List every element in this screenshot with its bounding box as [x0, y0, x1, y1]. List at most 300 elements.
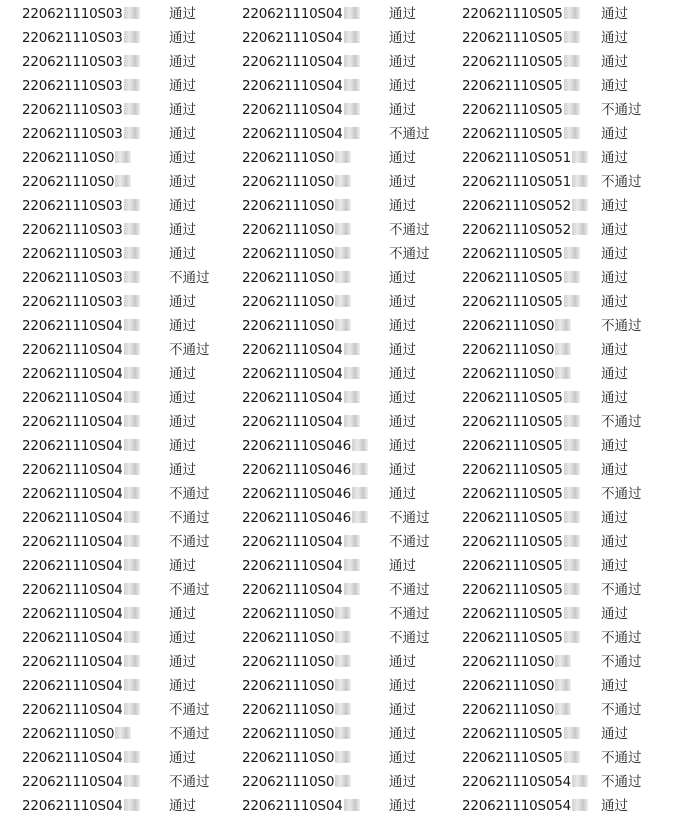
status-text: 通过 [601, 342, 628, 358]
sample-id [462, 26, 580, 50]
status-text: 通过 [601, 438, 628, 454]
sample-id-text: 220621110S0 [462, 318, 555, 334]
redaction-blur [572, 223, 588, 235]
status-text: 通过 [601, 198, 628, 214]
sample-id-text: 220621110S0 [242, 246, 335, 262]
redaction-blur [564, 79, 580, 91]
sample-id-text: 220621110S04 [242, 366, 343, 382]
redaction-blur [335, 247, 351, 259]
status-text: 通过 [601, 510, 628, 526]
redaction-blur [335, 679, 351, 691]
status-text: 通过 [169, 174, 196, 190]
sample-id [462, 650, 571, 674]
sample-id [462, 746, 580, 770]
sample-id-text: 220621110S03 [22, 246, 123, 262]
sample-id [242, 266, 351, 290]
redaction-blur [564, 511, 580, 523]
sample-id-text: 220621110S0 [242, 222, 335, 238]
status-text: 不通过 [601, 486, 642, 502]
status-text: 通过 [389, 462, 416, 478]
sample-id-text: 220621110S05 [462, 54, 563, 70]
sample-id-text: 220621110S051 [462, 150, 572, 166]
status-text: 不通过 [169, 270, 210, 286]
sample-id [22, 578, 140, 602]
status-text: 通过 [389, 342, 416, 358]
status-text: 不通过 [601, 750, 642, 766]
status-text: 不通过 [601, 102, 642, 118]
sample-id-text: 220621110S04 [22, 414, 123, 430]
sample-id [22, 26, 140, 50]
redaction-blur [344, 55, 360, 67]
table-row [0, 458, 700, 482]
table-row [0, 434, 700, 458]
status-text: 通过 [169, 246, 196, 262]
sample-id-text: 220621110S05 [462, 126, 563, 142]
status-text: 通过 [601, 726, 628, 742]
status-text: 通过 [169, 150, 196, 166]
sample-id [242, 338, 360, 362]
sample-id [22, 290, 140, 314]
sample-id [22, 170, 131, 194]
sample-id [462, 722, 580, 746]
status-text: 通过 [169, 462, 196, 478]
redaction-blur [564, 607, 580, 619]
redaction-blur [555, 367, 571, 379]
redaction-blur [124, 463, 140, 475]
sample-id-text: 220621110S03 [22, 102, 123, 118]
sample-id [242, 506, 368, 530]
sample-id-text: 220621110S04 [22, 678, 123, 694]
redaction-blur [564, 31, 580, 43]
status-text: 通过 [601, 6, 628, 22]
sample-id [22, 362, 140, 386]
sample-id-text: 220621110S04 [242, 798, 343, 814]
sample-id [242, 2, 360, 26]
table-row [0, 338, 700, 362]
sample-id [22, 194, 140, 218]
table-row [0, 218, 700, 242]
sample-id [242, 554, 360, 578]
status-text: 不通过 [169, 510, 210, 526]
table-row [0, 410, 700, 434]
sample-id [242, 242, 351, 266]
status-text: 通过 [601, 798, 628, 814]
table-row [0, 530, 700, 554]
redaction-blur [344, 559, 360, 571]
status-text: 不通过 [601, 702, 642, 718]
sample-id-text: 220621110S0 [242, 630, 335, 646]
status-text: 不通过 [169, 342, 210, 358]
redaction-blur [564, 127, 580, 139]
status-text: 通过 [601, 126, 628, 142]
sample-id [242, 770, 351, 794]
sample-id-text: 220621110S04 [22, 558, 123, 574]
redaction-blur [335, 319, 351, 331]
redaction-blur [344, 391, 360, 403]
sample-id-text: 220621110S04 [22, 798, 123, 814]
status-text: 不通过 [169, 702, 210, 718]
sample-id-text: 220621110S04 [242, 558, 343, 574]
sample-id-text: 220621110S04 [22, 366, 123, 382]
sample-id [22, 74, 140, 98]
sample-id-text: 220621110S04 [242, 390, 343, 406]
table-row [0, 626, 700, 650]
redaction-blur [124, 439, 140, 451]
status-text: 通过 [389, 150, 416, 166]
table-row [0, 290, 700, 314]
status-text: 通过 [169, 30, 196, 46]
sample-id-text: 220621110S054 [462, 774, 572, 790]
sample-id-text: 220621110S0 [462, 654, 555, 670]
redaction-blur [124, 511, 140, 523]
redaction-blur [344, 367, 360, 379]
sample-id [462, 362, 571, 386]
status-text: 通过 [389, 486, 416, 502]
sample-id [22, 98, 140, 122]
status-text: 通过 [389, 654, 416, 670]
sample-id-text: 220621110S03 [22, 54, 123, 70]
status-text: 通过 [601, 30, 628, 46]
table-row [0, 362, 700, 386]
status-text: 不通过 [389, 510, 430, 526]
sample-id-text: 220621110S0 [462, 678, 555, 694]
redaction-blur [124, 31, 140, 43]
sample-id [22, 698, 140, 722]
sample-id-text: 220621110S0 [242, 678, 335, 694]
status-text: 通过 [169, 606, 196, 622]
status-text: 不通过 [169, 774, 210, 790]
sample-id-text: 220621110S052 [462, 222, 572, 238]
sample-id-text: 220621110S05 [462, 294, 563, 310]
redaction-blur [124, 55, 140, 67]
status-text: 不通过 [169, 582, 210, 598]
status-text: 通过 [169, 126, 196, 142]
status-text: 通过 [389, 270, 416, 286]
redaction-blur [115, 727, 131, 739]
table-row [0, 554, 700, 578]
sample-id-text: 220621110S046 [242, 438, 352, 454]
sample-id [242, 458, 368, 482]
redaction-blur [564, 631, 580, 643]
sample-id-text: 220621110S04 [242, 6, 343, 22]
sample-id [462, 2, 580, 26]
sample-id-text: 220621110S03 [22, 30, 123, 46]
redaction-blur [564, 247, 580, 259]
redaction-blur [344, 583, 360, 595]
sample-id-text: 220621110S05 [462, 438, 563, 454]
sample-id-text: 220621110S05 [462, 102, 563, 118]
sample-id [242, 698, 351, 722]
sample-id-text: 220621110S03 [22, 6, 123, 22]
redaction-blur [124, 127, 140, 139]
sample-id [22, 434, 140, 458]
redaction-blur [555, 703, 571, 715]
sample-id [462, 146, 588, 170]
table-row [0, 722, 700, 746]
sample-id-text: 220621110S04 [242, 54, 343, 70]
sample-id [462, 122, 580, 146]
redaction-blur [335, 151, 351, 163]
status-text: 通过 [169, 198, 196, 214]
sample-id [242, 290, 351, 314]
sample-id-text: 220621110S04 [22, 486, 123, 502]
redaction-blur [124, 535, 140, 547]
status-text: 不通过 [601, 174, 642, 190]
redaction-blur [564, 415, 580, 427]
table-row [0, 26, 700, 50]
sample-id-text: 220621110S046 [242, 486, 352, 502]
sample-id-text: 220621110S04 [22, 390, 123, 406]
redaction-blur [564, 103, 580, 115]
sample-id [462, 770, 588, 794]
table-row [0, 698, 700, 722]
redaction-blur [124, 7, 140, 19]
sample-id-text: 220621110S04 [242, 342, 343, 358]
status-text: 通过 [389, 414, 416, 430]
sample-id [242, 650, 351, 674]
sample-id-text: 220621110S03 [22, 270, 123, 286]
sample-id-text: 220621110S03 [22, 198, 123, 214]
status-text: 通过 [389, 702, 416, 718]
sample-id [242, 170, 351, 194]
status-text: 通过 [389, 678, 416, 694]
status-text: 通过 [169, 366, 196, 382]
sample-id [462, 314, 571, 338]
status-text: 通过 [389, 438, 416, 454]
status-text: 通过 [169, 294, 196, 310]
sample-id-text: 220621110S04 [242, 30, 343, 46]
sample-id [22, 554, 140, 578]
sample-id [242, 410, 360, 434]
status-text: 通过 [169, 558, 196, 574]
redaction-blur [124, 319, 140, 331]
redaction-blur [564, 751, 580, 763]
sample-id-text: 220621110S03 [22, 294, 123, 310]
redaction-blur [572, 151, 588, 163]
sample-id-text: 220621110S05 [462, 510, 563, 526]
status-text: 不通过 [601, 318, 642, 334]
redaction-blur [335, 751, 351, 763]
sample-id [462, 242, 580, 266]
status-text: 不通过 [389, 606, 430, 622]
redaction-blur [555, 319, 571, 331]
status-text: 通过 [601, 222, 628, 238]
sample-id [462, 410, 580, 434]
sample-id-text: 220621110S0 [242, 198, 335, 214]
redaction-blur [564, 463, 580, 475]
status-text: 通过 [169, 678, 196, 694]
status-text: 通过 [601, 150, 628, 166]
table-row [0, 482, 700, 506]
redaction-blur [344, 79, 360, 91]
status-text: 通过 [169, 438, 196, 454]
status-text: 通过 [169, 222, 196, 238]
table-row [0, 794, 700, 818]
sample-id [462, 218, 588, 242]
redaction-blur [124, 775, 140, 787]
redaction-blur [344, 103, 360, 115]
status-text: 通过 [601, 78, 628, 94]
redaction-blur [344, 7, 360, 19]
sample-id [462, 578, 580, 602]
sample-id [22, 482, 140, 506]
status-text: 通过 [389, 102, 416, 118]
status-text: 不通过 [389, 126, 430, 142]
sample-id [242, 674, 351, 698]
sample-id-text: 220621110S0 [462, 702, 555, 718]
sample-id [462, 290, 580, 314]
sample-id [462, 602, 580, 626]
sample-id-text: 220621110S04 [22, 582, 123, 598]
sample-id-text: 220621110S0 [462, 342, 555, 358]
sample-id [462, 698, 571, 722]
status-text: 通过 [601, 366, 628, 382]
sample-id-text: 220621110S05 [462, 462, 563, 478]
sample-id-text: 220621110S04 [22, 318, 123, 334]
redaction-blur [124, 799, 140, 811]
table-row [0, 170, 700, 194]
sample-id-text: 220621110S051 [462, 174, 572, 190]
redaction-blur [564, 727, 580, 739]
sample-id [462, 794, 588, 818]
status-text: 通过 [389, 54, 416, 70]
sample-id [22, 746, 140, 770]
status-text: 通过 [601, 54, 628, 70]
table-row [0, 386, 700, 410]
table-row [0, 674, 700, 698]
sample-id [22, 242, 140, 266]
sample-id [22, 266, 140, 290]
sample-id-text: 220621110S04 [242, 126, 343, 142]
status-text: 不通过 [389, 246, 430, 262]
status-text: 通过 [389, 30, 416, 46]
table-row [0, 2, 700, 26]
sample-id [242, 50, 360, 74]
sample-id-text: 220621110S0 [22, 150, 115, 166]
redaction-blur [124, 271, 140, 283]
sample-id [462, 98, 580, 122]
sample-id-text: 220621110S05 [462, 558, 563, 574]
redaction-blur [564, 271, 580, 283]
redaction-blur [344, 343, 360, 355]
redaction-blur [124, 631, 140, 643]
table-row [0, 266, 700, 290]
redaction-blur [572, 199, 588, 211]
sample-id [462, 170, 588, 194]
sample-id [462, 626, 580, 650]
redaction-blur [124, 247, 140, 259]
sample-id [462, 50, 580, 74]
status-text: 不通过 [389, 582, 430, 598]
sample-id-text: 220621110S04 [22, 438, 123, 454]
status-text: 不通过 [601, 654, 642, 670]
redaction-blur [352, 463, 368, 475]
redaction-blur [335, 775, 351, 787]
status-text: 不通过 [601, 582, 642, 598]
status-text: 不通过 [169, 486, 210, 502]
sample-id [22, 50, 140, 74]
sample-id-text: 220621110S04 [22, 702, 123, 718]
redaction-blur [564, 439, 580, 451]
status-text: 通过 [169, 654, 196, 670]
redaction-blur [564, 295, 580, 307]
redaction-blur [555, 343, 571, 355]
redaction-blur [124, 751, 140, 763]
sample-id-text: 220621110S05 [462, 414, 563, 430]
table-row [0, 770, 700, 794]
sample-id-text: 220621110S04 [242, 582, 343, 598]
status-text: 通过 [389, 726, 416, 742]
sample-id-text: 220621110S0 [242, 294, 335, 310]
sample-id [22, 770, 140, 794]
sample-id-text: 220621110S0 [462, 366, 555, 382]
status-text: 通过 [601, 678, 628, 694]
redaction-blur [124, 391, 140, 403]
sample-id [242, 482, 368, 506]
status-text: 不通过 [389, 534, 430, 550]
sample-id-text: 220621110S0 [242, 318, 335, 334]
sample-id-text: 220621110S0 [22, 726, 115, 742]
sample-id [242, 722, 351, 746]
sample-id-text: 220621110S04 [242, 414, 343, 430]
sample-id-text: 220621110S04 [22, 342, 123, 358]
status-text: 不通过 [601, 414, 642, 430]
sample-id [22, 2, 140, 26]
sample-id [22, 794, 140, 818]
status-text: 通过 [169, 414, 196, 430]
redaction-blur [124, 415, 140, 427]
status-text: 通过 [389, 366, 416, 382]
sample-id [462, 194, 588, 218]
redaction-blur [124, 343, 140, 355]
sample-id-text: 220621110S04 [22, 750, 123, 766]
sample-id [242, 26, 360, 50]
status-text: 通过 [389, 6, 416, 22]
sample-id [22, 410, 140, 434]
table-row [0, 122, 700, 146]
redaction-blur [124, 199, 140, 211]
status-text: 通过 [169, 54, 196, 70]
sample-id-text: 220621110S054 [462, 798, 572, 814]
sample-id [462, 482, 580, 506]
sample-id [242, 602, 351, 626]
redaction-blur [124, 679, 140, 691]
status-text: 通过 [169, 798, 196, 814]
table-row [0, 578, 700, 602]
sample-id [462, 506, 580, 530]
status-text: 通过 [389, 294, 416, 310]
redaction-blur [124, 703, 140, 715]
sample-id [242, 98, 360, 122]
sample-id-text: 220621110S0 [242, 606, 335, 622]
status-text: 通过 [169, 78, 196, 94]
redaction-blur [564, 487, 580, 499]
sample-id [22, 530, 140, 554]
redaction-blur [555, 679, 571, 691]
status-text: 通过 [169, 6, 196, 22]
status-text: 通过 [601, 534, 628, 550]
status-text: 通过 [601, 558, 628, 574]
sample-id-text: 220621110S0 [242, 654, 335, 670]
table-row [0, 50, 700, 74]
sample-id [462, 530, 580, 554]
status-text: 通过 [389, 198, 416, 214]
sample-id-text: 220621110S0 [242, 774, 335, 790]
redaction-blur [564, 7, 580, 19]
sample-id-text: 220621110S05 [462, 606, 563, 622]
sample-id [22, 386, 140, 410]
redaction-blur [564, 583, 580, 595]
